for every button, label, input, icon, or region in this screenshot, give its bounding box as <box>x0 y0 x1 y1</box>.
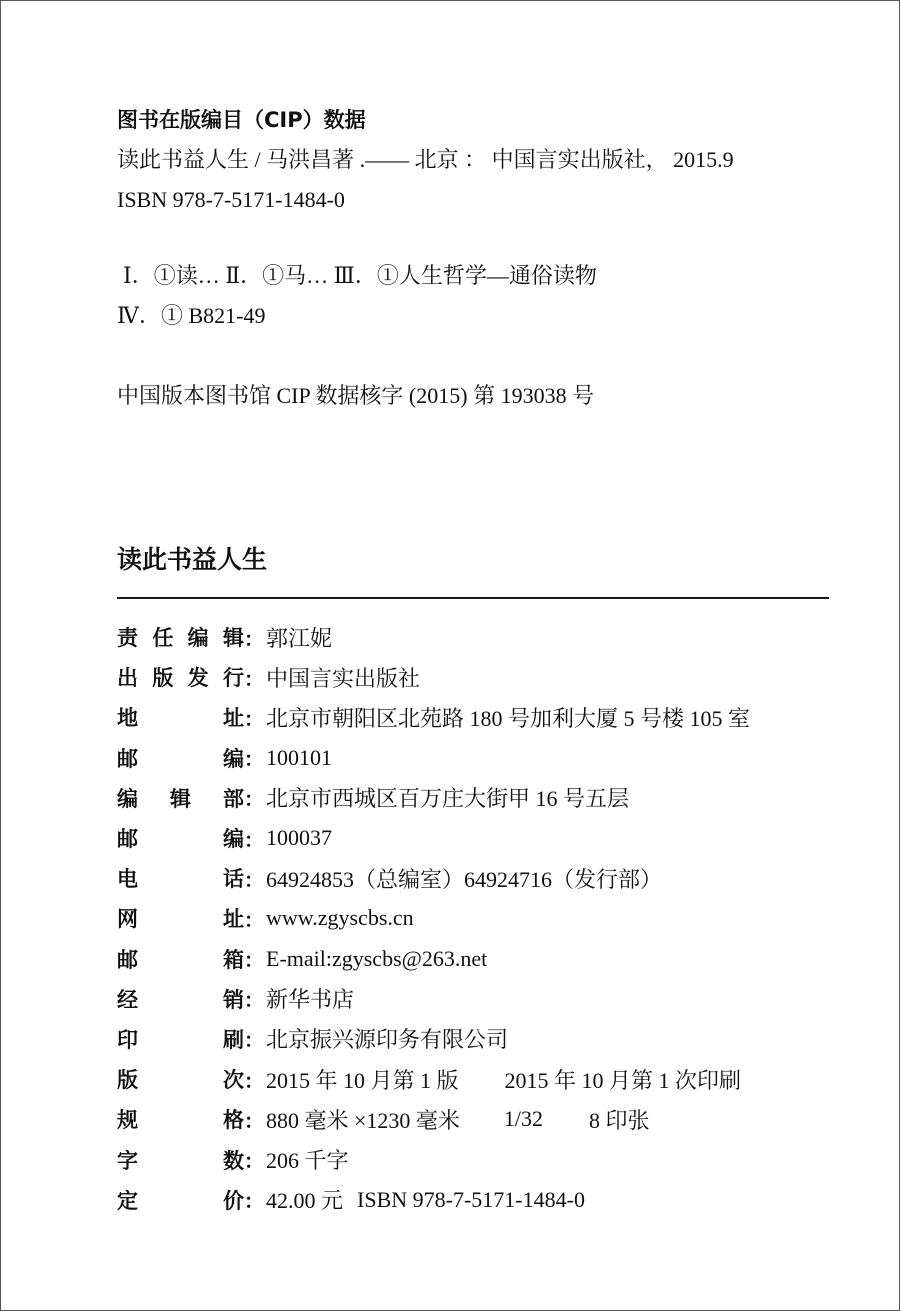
imprint-value: 2015 年 10 月第 1 版 <box>266 1067 459 1093</box>
cip-class-line-2: Ⅳ．① B821-49 <box>117 303 266 328</box>
cip-data-block <box>117 100 857 220</box>
imprint-value: 100101 <box>266 744 332 770</box>
imprint-row-editor: 责 任 编 辑 ： 郭江妮 <box>117 617 847 657</box>
imprint-row-printer: 印 刷 ： 北京振兴源印务有限公司 <box>117 1019 847 1059</box>
imprint-label: 编 辑 部 <box>117 786 244 811</box>
imprint-value: 100037 <box>266 825 332 851</box>
imprint-label: 出 版 发 行 <box>117 666 244 691</box>
imprint-table <box>117 617 847 1220</box>
imprint-label: 邮 编 <box>117 746 244 771</box>
imprint-label: 电 话 <box>117 867 244 892</box>
cip-class-line-1: Ⅰ．①读… Ⅱ．①马… Ⅲ．①人生哲学—通俗读物 <box>123 263 597 288</box>
imprint-label: 印 刷 <box>117 1027 244 1052</box>
imprint-row-email: 邮 箱 ： E-mail:zgyscbs@263.net <box>117 945 488 973</box>
imprint-value: 北京振兴源印务有限公司 <box>266 1027 509 1053</box>
cip-record-number <box>117 376 817 416</box>
imprint-row-postcode-1: 邮 编 ： 100101 <box>117 744 332 772</box>
imprint-row-distributor: 经 销 ： 新华书店 <box>117 979 847 1019</box>
imprint-label: 经 销 <box>117 987 244 1012</box>
imprint-label: 版 次 <box>117 1068 244 1093</box>
imprint-row-price: 定 价 ： 42.00 元 ISBN 978-7-5171-1484-0 <box>117 1180 847 1220</box>
imprint-value-isbn: ISBN 978-7-5171-1484-0 <box>357 1186 585 1212</box>
imprint-value: 北京市朝阳区北苑路 180 号加利大厦 5 号楼 105 室 <box>266 705 751 731</box>
imprint-row-editorial-dept: 编 辑 部 ： 北京市西城区百万庄大街甲 16 号五层 <box>117 778 847 818</box>
book-title: 读此书益人生 <box>117 545 268 574</box>
title-divider <box>117 597 829 599</box>
imprint-label: 邮 箱 <box>117 947 244 972</box>
imprint-row-phone: 电 话 ： 64924853（总编室）64924716（发行部） <box>117 858 847 898</box>
imprint-row-address: 地 址 ： 北京市朝阳区北苑路 180 号加利大厦 5 号楼 105 室 <box>117 697 847 737</box>
imprint-label: 字 数 <box>117 1148 244 1173</box>
imprint-row-website: 网 址 ： www.zgyscbs.cn <box>117 905 414 932</box>
cip-heading: 图书在版编目（CIP）数据 <box>117 108 366 132</box>
imprint-value: 42.00 元 <box>266 1188 344 1214</box>
imprint-value: 新华书店 <box>266 987 355 1013</box>
imprint-value: 北京市西城区百万庄大街甲 16 号五层 <box>266 786 630 812</box>
cip-isbn-line: ISBN 978-7-5171-1484-0 <box>117 187 345 212</box>
imprint-row-format: 规 格 ： 880 毫米 ×1230 毫米 1/32 8 印张 <box>117 1099 847 1139</box>
imprint-value: 中国言实出版社 <box>266 665 421 691</box>
imprint-value: 郭江妮 <box>266 625 333 651</box>
imprint-label: 定 价 <box>117 1188 244 1213</box>
imprint-label: 网 址 <box>117 907 244 932</box>
imprint-row-publisher: 出 版 发 行 ： 中国言实出版社 <box>117 657 847 697</box>
imprint-row-edition: 版 次 ： 2015 年 10 月第 1 版 2015 年 10 月第 1 次印刷 <box>117 1059 847 1099</box>
imprint-label: 地 址 <box>117 706 244 731</box>
email-link[interactable]: E-mail:zgyscbs@263.net <box>266 945 488 971</box>
cip-title-line: 读此书益人生 / 马洪昌著 .—— 北京 ： 中国言实出版社， 2015.9 <box>117 147 734 172</box>
imprint-value: 206 千字 <box>266 1148 349 1174</box>
imprint-value: 880 毫米 ×1230 毫米 <box>266 1107 460 1133</box>
cip-record-line: 中国版本图书馆 CIP 数据核字 (2015) 第 193038 号 <box>117 383 595 408</box>
imprint-label: 规 格 <box>117 1108 244 1133</box>
imprint-value: 64924853（总编室）64924716（发行部） <box>266 866 663 892</box>
cip-classification <box>117 256 817 336</box>
website-link[interactable]: www.zgyscbs.cn <box>266 905 414 931</box>
imprint-value-printing: 2015 年 10 月第 1 次印刷 <box>504 1067 742 1093</box>
imprint-label: 责 任 编 辑 <box>117 626 244 651</box>
imprint-value-sheets: 8 印张 <box>589 1107 650 1133</box>
imprint-value-fold: 1/32 <box>503 1106 544 1132</box>
imprint-row-postcode-2: 邮 编 ： 100037 <box>117 825 332 852</box>
imprint-row-word-count: 字 数 ： 206 千字 <box>117 1139 847 1179</box>
imprint-label: 邮 编 <box>117 827 244 852</box>
